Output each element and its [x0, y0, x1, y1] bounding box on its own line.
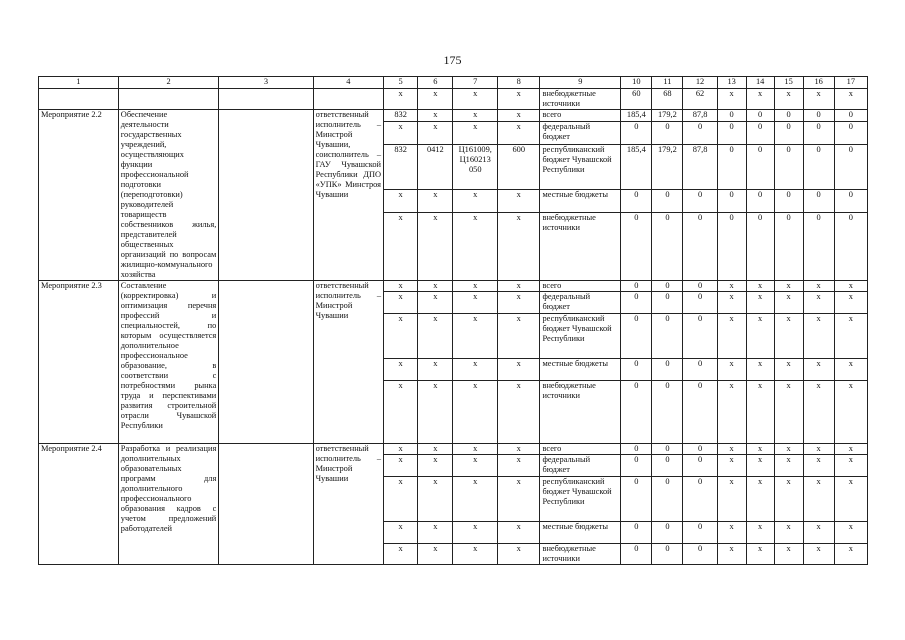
value-cell: x — [746, 477, 774, 522]
value-cell: x — [717, 359, 746, 381]
column-number: 12 — [683, 77, 717, 89]
value-cell: x — [717, 281, 746, 292]
column-number: 1 — [39, 77, 119, 89]
code-cell: x — [498, 292, 540, 314]
table-row — [39, 281, 868, 292]
funding-source: республиканский бюджет Чувашской Республики — [540, 477, 621, 522]
value-cell: x — [717, 522, 746, 544]
code-cell: x — [453, 89, 498, 110]
code-cell: x — [384, 381, 418, 444]
code-cell: x — [384, 444, 418, 455]
value-cell: 0 — [683, 292, 717, 314]
code-cell: x — [498, 89, 540, 110]
code-cell: x — [418, 89, 453, 110]
empty-cell — [219, 444, 313, 565]
value-cell: 0 — [774, 213, 803, 281]
code-cell: x — [498, 381, 540, 444]
value-cell: 185,4 — [621, 110, 652, 122]
value-cell: 0 — [683, 359, 717, 381]
column-number: 6 — [418, 77, 453, 89]
funding-source: федеральный бюджет — [540, 121, 621, 145]
value-cell: x — [834, 359, 867, 381]
value-cell: x — [834, 292, 867, 314]
value-cell: 0 — [683, 522, 717, 544]
code-cell: x — [418, 110, 453, 122]
code-cell: x — [384, 522, 418, 544]
code-cell: x — [498, 213, 540, 281]
code-cell: x — [453, 213, 498, 281]
value-cell: 0 — [717, 110, 746, 122]
value-cell: x — [774, 544, 803, 565]
funding-source: республиканский бюджет Чувашской Республики — [540, 314, 621, 359]
code-cell: x — [418, 477, 453, 522]
column-number: 2 — [118, 77, 219, 89]
value-cell: x — [746, 359, 774, 381]
value-cell: 60 — [621, 89, 652, 110]
responsible-executor: ответственный исполнитель – Минстрой Чувашии — [313, 281, 383, 444]
code-cell: x — [498, 281, 540, 292]
funding-source: республиканский бюджет Чувашской Республики — [540, 145, 621, 189]
event-description: Обеспечение деятельности государственных учреждений, осуществляющих функции профессиональной подготовки (переподготовки) руководителей товариществ собственников жилья, представителей общественных организаций по вопросам жилищно-коммунального хозяйства — [118, 110, 219, 281]
responsible-executor: ответственный исполнитель – Минстрой Чувашии, соисполнитель – ГАУ Чувашской Республики ДПО «УПК» Минстроя Чувашии — [313, 110, 383, 281]
value-cell: 0 — [803, 213, 834, 281]
value-cell: 0 — [652, 444, 683, 455]
code-cell: x — [418, 121, 453, 145]
responsible-executor: ответственный исполнитель – Минстрой Чувашии — [313, 444, 383, 565]
value-cell: 0 — [652, 213, 683, 281]
funding-source: внебюджетные источники — [540, 544, 621, 565]
code-cell: x — [384, 281, 418, 292]
code-cell: 0412 — [418, 145, 453, 189]
value-cell: 0 — [621, 455, 652, 477]
code-cell: x — [418, 292, 453, 314]
value-cell: x — [803, 359, 834, 381]
value-cell: 0 — [746, 145, 774, 189]
value-cell: x — [746, 544, 774, 565]
value-cell: 185,4 — [621, 145, 652, 189]
code-cell: x — [453, 292, 498, 314]
code-cell: x — [384, 189, 418, 213]
code-cell: x — [384, 89, 418, 110]
value-cell: x — [803, 292, 834, 314]
value-cell: x — [803, 444, 834, 455]
column-number: 3 — [219, 77, 313, 89]
value-cell: x — [774, 381, 803, 444]
code-cell: x — [498, 110, 540, 122]
code-cell: 600 — [498, 145, 540, 189]
funding-source: всего — [540, 110, 621, 122]
code-cell: x — [418, 544, 453, 565]
value-cell: 0 — [652, 522, 683, 544]
funding-source: федеральный бюджет — [540, 292, 621, 314]
value-cell: 0 — [652, 359, 683, 381]
value-cell: 0 — [621, 444, 652, 455]
code-cell: x — [384, 359, 418, 381]
code-cell: x — [453, 281, 498, 292]
value-cell: 0 — [746, 213, 774, 281]
column-number: 16 — [803, 77, 834, 89]
value-cell: x — [803, 522, 834, 544]
value-cell: x — [834, 89, 867, 110]
empty-cell — [219, 89, 313, 110]
value-cell: x — [803, 314, 834, 359]
value-cell: x — [834, 381, 867, 444]
value-cell: 0 — [717, 145, 746, 189]
value-cell: x — [717, 292, 746, 314]
value-cell: x — [717, 477, 746, 522]
code-cell: x — [453, 314, 498, 359]
code-cell: x — [498, 477, 540, 522]
value-cell: x — [834, 444, 867, 455]
value-cell: 0 — [652, 381, 683, 444]
code-cell: x — [418, 189, 453, 213]
code-cell: x — [498, 189, 540, 213]
value-cell: 0 — [621, 522, 652, 544]
value-cell: x — [746, 444, 774, 455]
code-cell: x — [498, 455, 540, 477]
value-cell: 68 — [652, 89, 683, 110]
value-cell: 0 — [834, 121, 867, 145]
value-cell: x — [746, 314, 774, 359]
value-cell: 0 — [774, 145, 803, 189]
value-cell: 0 — [683, 189, 717, 213]
value-cell: x — [803, 89, 834, 110]
value-cell: 0 — [652, 281, 683, 292]
value-cell: 0 — [717, 213, 746, 281]
value-cell: x — [834, 544, 867, 565]
value-cell: 0 — [834, 145, 867, 189]
value-cell: 0 — [834, 213, 867, 281]
value-cell: 0 — [652, 477, 683, 522]
value-cell: 179,2 — [652, 145, 683, 189]
code-cell: x — [453, 189, 498, 213]
continuation-row — [39, 89, 868, 110]
value-cell: x — [803, 544, 834, 565]
value-cell: x — [774, 444, 803, 455]
value-cell: 0 — [746, 189, 774, 213]
table-row — [39, 444, 868, 455]
value-cell: 0 — [652, 292, 683, 314]
funding-source: внебюджетные источники — [540, 213, 621, 281]
value-cell: x — [774, 89, 803, 110]
value-cell: 0 — [746, 110, 774, 122]
value-cell: 0 — [683, 121, 717, 145]
column-number: 17 — [834, 77, 867, 89]
code-cell: x — [384, 544, 418, 565]
funding-source: всего — [540, 444, 621, 455]
value-cell: 0 — [652, 314, 683, 359]
value-cell: x — [774, 314, 803, 359]
value-cell: x — [803, 455, 834, 477]
value-cell: 0 — [652, 189, 683, 213]
value-cell: 0 — [683, 444, 717, 455]
value-cell: x — [717, 444, 746, 455]
column-number: 13 — [717, 77, 746, 89]
value-cell: x — [834, 281, 867, 292]
value-cell: 0 — [621, 121, 652, 145]
value-cell: x — [746, 522, 774, 544]
empty-cell — [118, 89, 219, 110]
column-number-row — [39, 77, 868, 89]
value-cell: 0 — [803, 145, 834, 189]
code-cell: x — [453, 544, 498, 565]
code-cell: x — [453, 477, 498, 522]
value-cell: 0 — [774, 110, 803, 122]
value-cell: 0 — [621, 544, 652, 565]
value-cell: 0 — [652, 544, 683, 565]
value-cell: 0 — [683, 314, 717, 359]
code-cell: x — [453, 110, 498, 122]
value-cell: x — [717, 544, 746, 565]
funding-source: внебюджетные источники — [540, 89, 621, 110]
code-cell: x — [418, 444, 453, 455]
column-number: 15 — [774, 77, 803, 89]
code-cell: x — [498, 522, 540, 544]
value-cell: x — [774, 455, 803, 477]
value-cell: 0 — [683, 381, 717, 444]
value-cell: x — [803, 477, 834, 522]
code-cell: Ц161009, Ц160213 050 — [453, 145, 498, 189]
value-cell: x — [803, 381, 834, 444]
column-number: 7 — [453, 77, 498, 89]
value-cell: x — [746, 281, 774, 292]
code-cell: 832 — [384, 110, 418, 122]
value-cell: 0 — [683, 213, 717, 281]
value-cell: 0 — [621, 359, 652, 381]
code-cell: x — [498, 444, 540, 455]
value-cell: x — [834, 314, 867, 359]
code-cell: x — [418, 314, 453, 359]
code-cell: x — [384, 292, 418, 314]
funding-source: местные бюджеты — [540, 522, 621, 544]
value-cell: x — [774, 281, 803, 292]
value-cell: x — [834, 522, 867, 544]
code-cell: x — [418, 213, 453, 281]
column-number: 8 — [498, 77, 540, 89]
value-cell: x — [803, 281, 834, 292]
code-cell: x — [384, 314, 418, 359]
value-cell: 179,2 — [652, 110, 683, 122]
empty-cell — [313, 89, 383, 110]
code-cell: x — [498, 121, 540, 145]
value-cell: 0 — [621, 477, 652, 522]
value-cell: x — [774, 522, 803, 544]
code-cell: x — [418, 281, 453, 292]
event-description: Разработка и реализация дополнительных образовательных программ для дополнительного профессионального образования кадров с учетом предложений работодателей — [118, 444, 219, 565]
value-cell: 87,8 — [683, 110, 717, 122]
value-cell: 0 — [621, 314, 652, 359]
value-cell: 0 — [652, 121, 683, 145]
event-description: Составление (корректировка) и оптимизация перечня профессий и специальностей, по которым осуществляется дополнительное профессиональное образование, в соответствии с потребностями рынка труда и перспективами развития строительной отрасли Чувашской Республики — [118, 281, 219, 444]
code-cell: x — [498, 314, 540, 359]
empty-cell — [219, 110, 313, 281]
column-number: 9 — [540, 77, 621, 89]
value-cell: 0 — [774, 121, 803, 145]
code-cell: x — [418, 522, 453, 544]
value-cell: 0 — [621, 189, 652, 213]
code-cell: x — [418, 359, 453, 381]
code-cell: x — [384, 455, 418, 477]
program-table — [38, 76, 868, 565]
code-cell: x — [453, 359, 498, 381]
value-cell: x — [746, 292, 774, 314]
value-cell: 0 — [683, 281, 717, 292]
value-cell: 87,8 — [683, 145, 717, 189]
value-cell: 0 — [652, 455, 683, 477]
code-cell: x — [453, 121, 498, 145]
value-cell: x — [717, 381, 746, 444]
value-cell: 0 — [717, 121, 746, 145]
value-cell: 0 — [803, 121, 834, 145]
value-cell: x — [774, 359, 803, 381]
column-number: 5 — [384, 77, 418, 89]
value-cell: x — [834, 477, 867, 522]
value-cell: 0 — [621, 213, 652, 281]
funding-source: всего — [540, 281, 621, 292]
value-cell: 0 — [683, 544, 717, 565]
value-cell: x — [746, 455, 774, 477]
code-cell: x — [384, 121, 418, 145]
code-cell: x — [498, 544, 540, 565]
value-cell: x — [717, 314, 746, 359]
empty-cell — [39, 89, 119, 110]
value-cell: x — [774, 477, 803, 522]
code-cell: 832 — [384, 145, 418, 189]
value-cell: 0 — [717, 189, 746, 213]
event-name: Мероприятие 2.4 — [39, 444, 119, 565]
value-cell: x — [774, 292, 803, 314]
event-name: Мероприятие 2.3 — [39, 281, 119, 444]
code-cell: x — [498, 359, 540, 381]
value-cell: 0 — [683, 455, 717, 477]
value-cell: 0 — [803, 110, 834, 122]
table-row — [39, 110, 868, 122]
page-number: 175 — [443, 53, 462, 67]
column-number: 10 — [621, 77, 652, 89]
value-cell: 0 — [621, 381, 652, 444]
value-cell: x — [717, 89, 746, 110]
event-name: Мероприятие 2.2 — [39, 110, 119, 281]
funding-source: местные бюджеты — [540, 189, 621, 213]
value-cell: x — [717, 455, 746, 477]
funding-source: внебюджетные источники — [540, 381, 621, 444]
code-cell: x — [453, 381, 498, 444]
value-cell: x — [834, 455, 867, 477]
value-cell: 0 — [683, 477, 717, 522]
code-cell: x — [384, 477, 418, 522]
column-number: 14 — [746, 77, 774, 89]
code-cell: x — [384, 213, 418, 281]
value-cell: 62 — [683, 89, 717, 110]
funding-source: федеральный бюджет — [540, 455, 621, 477]
code-cell: x — [418, 455, 453, 477]
code-cell: x — [453, 444, 498, 455]
column-number: 4 — [313, 77, 383, 89]
value-cell: x — [746, 381, 774, 444]
value-cell: 0 — [774, 189, 803, 213]
funding-source: местные бюджеты — [540, 359, 621, 381]
code-cell: x — [453, 455, 498, 477]
column-number: 11 — [652, 77, 683, 89]
value-cell: x — [746, 89, 774, 110]
value-cell: 0 — [621, 292, 652, 314]
value-cell: 0 — [621, 281, 652, 292]
value-cell: 0 — [834, 110, 867, 122]
code-cell: x — [453, 522, 498, 544]
value-cell: 0 — [746, 121, 774, 145]
empty-cell — [219, 281, 313, 444]
value-cell: 0 — [834, 189, 867, 213]
code-cell: x — [418, 381, 453, 444]
value-cell: 0 — [803, 189, 834, 213]
